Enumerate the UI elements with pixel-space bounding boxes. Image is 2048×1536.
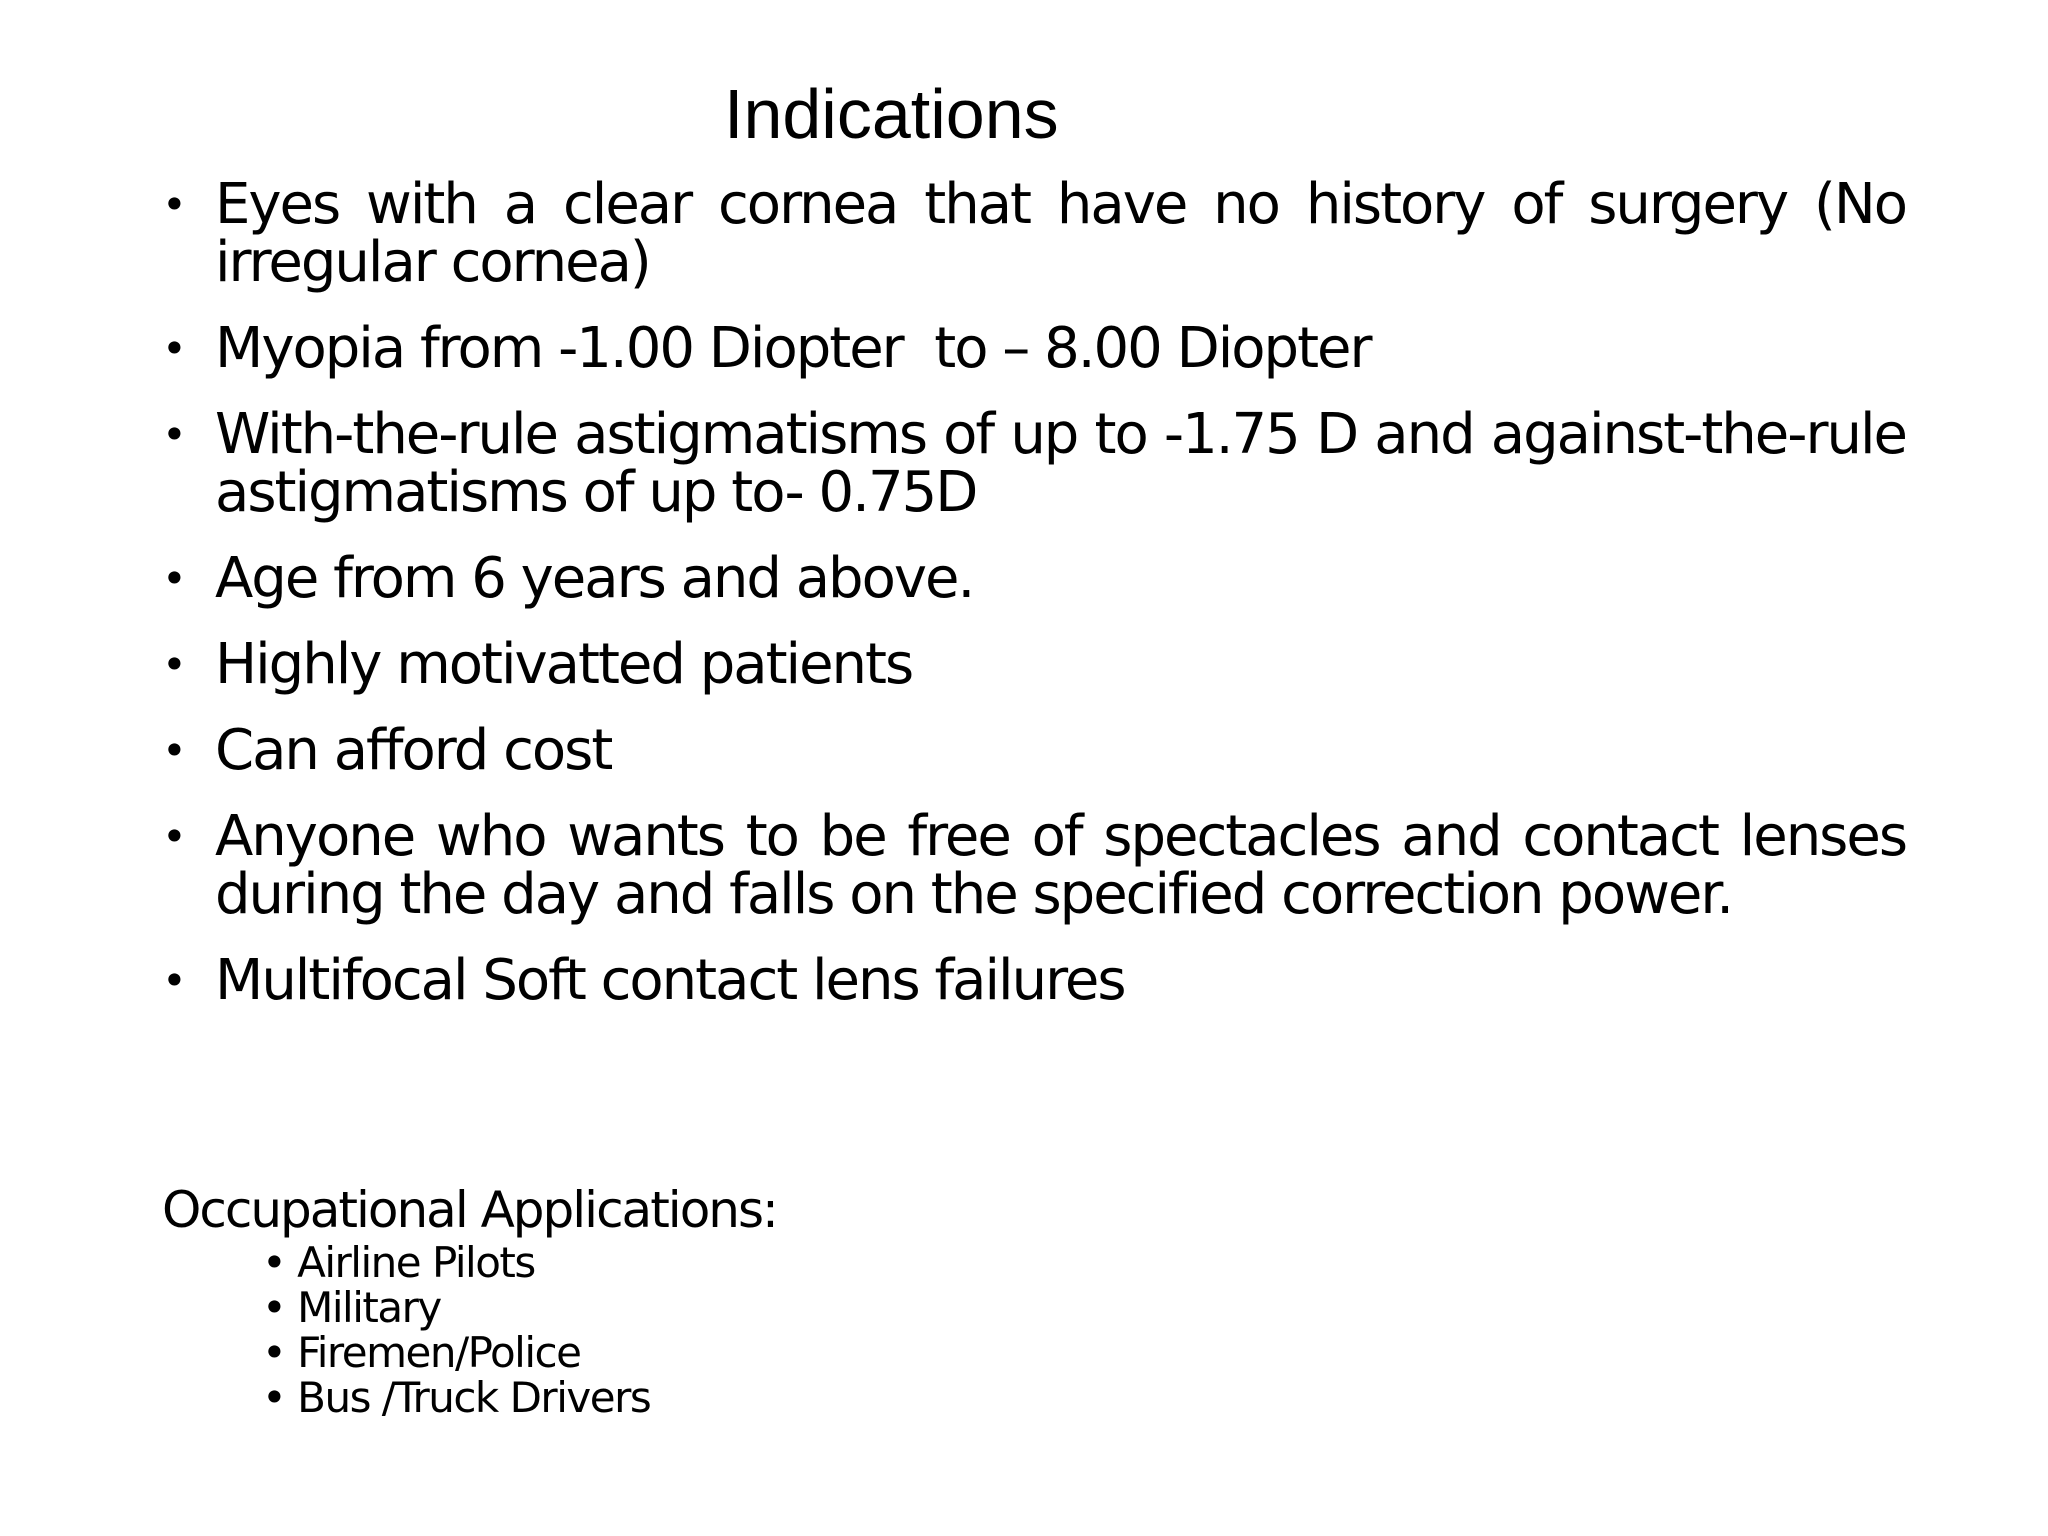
bullet-icon: •: [162, 726, 187, 775]
list-item: [162, 316, 1906, 381]
list-item: [162, 804, 1906, 927]
bullet-icon: •: [262, 1373, 286, 1422]
list-item: [262, 1375, 650, 1420]
occupation-text: Bus /Truck Drivers: [297, 1373, 651, 1422]
list-item: [162, 632, 1906, 697]
occupational-heading: Occupational Applications:: [162, 1181, 777, 1239]
list-item: [162, 718, 1906, 783]
occupation-text: Firemen/Police: [297, 1328, 581, 1377]
bullet-text: With-the-rule astigmatisms of up to -1.75 D and against-the-rule astigmatisms of up to- 0.75D: [215, 402, 1906, 525]
bullet-icon: •: [162, 410, 187, 459]
bullet-icon: •: [162, 554, 187, 603]
bullet-icon: •: [162, 180, 187, 229]
bullet-icon: •: [262, 1238, 286, 1287]
indications-list: [162, 172, 1906, 1038]
occupational-list: [262, 1240, 650, 1420]
occupation-text: Military: [297, 1283, 441, 1332]
bullet-icon: •: [162, 640, 187, 689]
occupation-text: Airline Pilots: [297, 1238, 535, 1287]
list-item: [262, 1330, 650, 1375]
bullet-icon: •: [162, 324, 187, 373]
bullet-text: Myopia from -1.00 Diopter to – 8.00 Diopter: [215, 316, 1371, 381]
bullet-text: Can afford cost: [215, 718, 612, 783]
slide-title: Indications: [724, 75, 1059, 153]
list-item: [262, 1240, 650, 1285]
bullet-text: Eyes with a clear cornea that have no history of surgery (No irregular cornea): [215, 172, 1906, 295]
list-item: [262, 1285, 650, 1330]
bullet-text: Highly motivatted patients: [215, 632, 913, 697]
list-item: [162, 948, 1906, 1013]
bullet-icon: •: [262, 1283, 286, 1332]
bullet-icon: •: [162, 956, 187, 1005]
bullet-icon: •: [162, 812, 187, 861]
bullet-text: Anyone who wants to be free of spectacles and contact lenses during the day and falls on the specified correction power.: [215, 804, 1906, 927]
bullet-icon: •: [262, 1328, 286, 1377]
list-item: [162, 546, 1906, 611]
list-item: [162, 402, 1906, 525]
list-item: [162, 172, 1906, 295]
bullet-text: Multifocal Soft contact lens failures: [215, 948, 1125, 1013]
bullet-text: Age from 6 years and above.: [215, 546, 974, 611]
